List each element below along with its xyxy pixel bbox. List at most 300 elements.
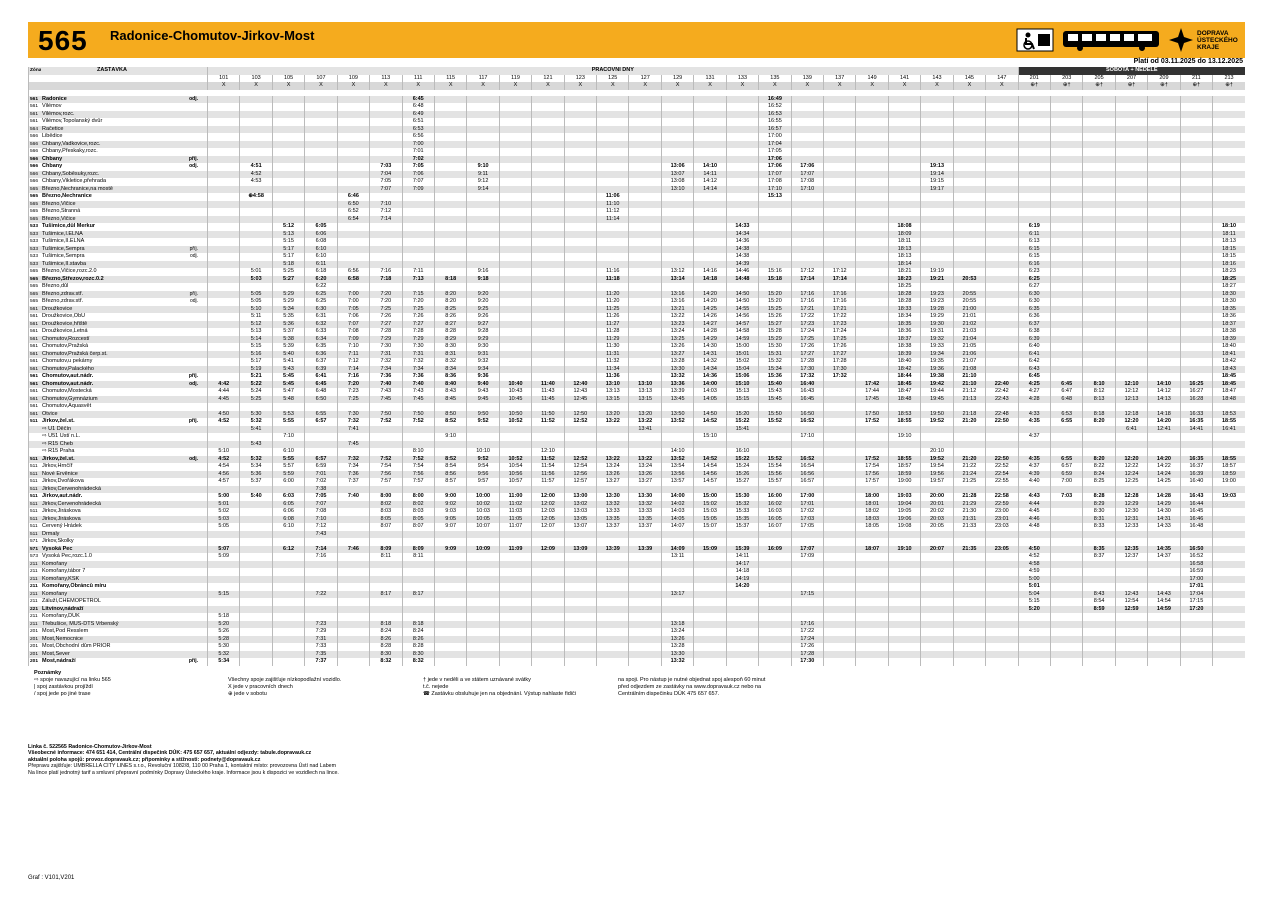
time-cell [208, 403, 240, 411]
time-cell: 18:40 [888, 358, 920, 366]
time-cell [1115, 613, 1147, 621]
time-cell: 13:30 [629, 493, 661, 501]
time-cell: 18:10 [1213, 223, 1245, 231]
time-cell: 12:25 [1115, 478, 1147, 486]
time-cell [1148, 111, 1180, 119]
time-cell [499, 643, 531, 651]
time-cell [1050, 231, 1082, 239]
time-cell [661, 531, 693, 539]
time-cell [824, 628, 856, 636]
time-cell [272, 576, 304, 584]
time-cell [856, 96, 888, 104]
table-row [29, 373, 1246, 381]
time-cell [272, 193, 304, 201]
time-cell [694, 208, 726, 216]
time-cell [726, 531, 758, 539]
time-cell [921, 96, 953, 104]
time-cell: 12:24 [1115, 471, 1147, 479]
stop-name: Březno,zdrav.stř. [41, 291, 183, 299]
time-cell [240, 208, 272, 216]
time-cell: 9:18 [467, 276, 499, 284]
time-cell: 5:22 [240, 381, 272, 389]
time-cell: 18:39 [888, 351, 920, 359]
time-cell [1213, 508, 1245, 516]
time-cell: 7:33 [305, 643, 337, 651]
time-cell [272, 531, 304, 539]
time-cell [791, 253, 823, 261]
time-cell: 7:36 [402, 373, 434, 381]
time-cell: 13:22 [597, 456, 629, 464]
time-cell [1180, 118, 1212, 126]
time-cell [240, 201, 272, 209]
time-cell [953, 156, 985, 164]
time-cell [272, 148, 304, 156]
time-cell: 9:30 [467, 343, 499, 351]
stop-name: Chomutov,Aquasvět [42, 403, 92, 409]
time-cell [1018, 103, 1050, 111]
time-cell: 17:22 [791, 313, 823, 321]
time-cell [240, 568, 272, 576]
time-cell [240, 261, 272, 269]
stop-zone: 565 [29, 276, 42, 284]
stop-name: Drmaly [41, 531, 183, 539]
stop-zone: 211 [29, 576, 42, 584]
stop-name: Březno,Nechranice,na mostě [41, 186, 183, 194]
time-cell [240, 628, 272, 636]
stop-name: Jirkov,Hrnčíř [42, 463, 73, 469]
time-cell [532, 111, 564, 119]
time-cell: 8:07 [370, 523, 402, 531]
time-cell [337, 651, 369, 659]
table-row [29, 313, 1246, 321]
time-cell [824, 621, 856, 629]
time-cell: 7:15 [402, 291, 434, 299]
time-cell [208, 223, 240, 231]
time-cell [888, 583, 920, 591]
time-cell: 14:48 [726, 276, 758, 284]
time-cell [986, 658, 1018, 666]
time-cell [888, 606, 920, 614]
time-cell [986, 276, 1018, 284]
time-cell [370, 111, 402, 119]
time-cell [1050, 148, 1082, 156]
time-cell: 14:20 [694, 291, 726, 299]
time-cell [1148, 636, 1180, 644]
time-cell [272, 216, 304, 224]
time-cell [888, 216, 920, 224]
time-cell [434, 223, 466, 231]
stop-zone: 211 [29, 583, 42, 591]
time-cell: 17:10 [791, 433, 823, 441]
time-cell [564, 628, 596, 636]
time-cell: 8:50 [434, 411, 466, 419]
table-row [29, 411, 1246, 419]
time-cell [434, 238, 466, 246]
time-cell: 17:52 [856, 456, 888, 464]
stop-name: Droužkovice [41, 306, 183, 314]
time-cell [661, 253, 693, 261]
table-row [29, 606, 1246, 614]
stop-zone: 511 [29, 531, 42, 539]
time-cell [661, 283, 693, 291]
spacer [199, 82, 208, 90]
time-cell [661, 606, 693, 614]
time-cell [564, 576, 596, 584]
time-cell: 7:22 [305, 591, 337, 599]
time-cell: 13:50 [661, 411, 693, 419]
time-cell [953, 171, 985, 179]
time-cell: 16:52 [791, 418, 823, 426]
time-cell [402, 538, 434, 546]
time-cell: 17:14 [791, 276, 823, 284]
time-cell [434, 553, 466, 561]
time-cell: 18:57 [888, 463, 920, 471]
time-cell [921, 253, 953, 261]
time-cell: 8:43 [434, 388, 466, 396]
time-cell: ⊕4:58 [240, 193, 272, 201]
time-cell [629, 111, 661, 119]
time-cell [953, 148, 985, 156]
time-cell [1213, 628, 1245, 636]
time-cell [986, 246, 1018, 254]
time-cell: 7:45 [337, 441, 369, 449]
direction-line [199, 276, 208, 284]
time-cell: 19:36 [921, 366, 953, 374]
time-cell [726, 606, 758, 614]
time-cell [856, 433, 888, 441]
time-cell: 13:35 [597, 516, 629, 524]
time-cell [1148, 201, 1180, 209]
stop-name: Jirkov,Červenohrádecká [41, 501, 183, 509]
time-cell: 19:08 [888, 523, 920, 531]
time-cell [888, 643, 920, 651]
time-cell [1180, 223, 1212, 231]
time-cell: 18:23 [888, 276, 920, 284]
stop-zone: 211 [29, 613, 42, 621]
direction-line [199, 96, 208, 104]
time-cell: 5:41 [240, 426, 272, 434]
time-cell [1018, 133, 1050, 141]
direction-line [199, 186, 208, 194]
time-cell [986, 486, 1018, 494]
time-cell [953, 448, 985, 456]
time-cell [888, 156, 920, 164]
time-cell: 18:33 [888, 306, 920, 314]
stop-zone: 573 [29, 553, 42, 561]
time-cell [694, 126, 726, 134]
time-cell: 18:13 [1213, 238, 1245, 246]
time-cell: 13:57 [661, 478, 693, 486]
spacer [41, 82, 183, 90]
time-cell [240, 546, 272, 554]
time-cell [467, 223, 499, 231]
stop-zone: 211 [29, 591, 42, 599]
time-cell: 14:14 [694, 186, 726, 194]
time-cell [467, 118, 499, 126]
time-cell [1083, 126, 1115, 134]
trip-number: 141 [888, 75, 920, 83]
time-cell [1115, 193, 1147, 201]
time-cell: 9:11 [467, 171, 499, 179]
time-cell: 8:18 [402, 621, 434, 629]
time-cell [532, 441, 564, 449]
time-cell [986, 403, 1018, 411]
time-cell [629, 336, 661, 344]
time-cell [986, 606, 1018, 614]
time-cell: 9:29 [467, 336, 499, 344]
time-cell [499, 651, 531, 659]
time-cell [694, 538, 726, 546]
day-mark: X [759, 82, 791, 90]
time-cell [564, 283, 596, 291]
time-cell [856, 276, 888, 284]
time-cell: 13:27 [629, 478, 661, 486]
table-row [29, 658, 1246, 666]
time-cell: 12:09 [532, 546, 564, 554]
time-cell [953, 658, 985, 666]
time-cell [434, 628, 466, 636]
time-cell [791, 133, 823, 141]
time-cell: 14:28 [1148, 493, 1180, 501]
time-cell [337, 561, 369, 569]
spacer [199, 75, 208, 83]
direction-line [199, 193, 208, 201]
time-cell: 7:35 [305, 651, 337, 659]
time-cell [759, 636, 791, 644]
stop-zone: 533 [29, 261, 42, 269]
table-row [29, 111, 1246, 119]
time-cell [305, 178, 337, 186]
spacer [199, 67, 208, 75]
time-cell [856, 148, 888, 156]
time-cell [1083, 276, 1115, 284]
trip-number: 149 [856, 75, 888, 83]
time-cell: 5:19 [240, 366, 272, 374]
time-cell [1213, 403, 1245, 411]
time-cell [824, 253, 856, 261]
time-cell: 6:56 [402, 133, 434, 141]
time-cell [402, 216, 434, 224]
time-cell [694, 441, 726, 449]
time-cell: 7:02 [402, 156, 434, 164]
time-cell [1148, 576, 1180, 584]
time-cell [986, 133, 1018, 141]
time-cell: 4:33 [1018, 411, 1050, 419]
arr-dep-mark [183, 141, 199, 149]
time-cell [986, 148, 1018, 156]
time-cell: 18:13 [888, 246, 920, 254]
stop-zone: 533 [29, 231, 42, 239]
time-cell: 9:40 [467, 381, 499, 389]
time-cell [402, 261, 434, 269]
time-cell: 18:11 [888, 238, 920, 246]
time-cell [499, 201, 531, 209]
time-cell [921, 613, 953, 621]
stop-name: Nové Ervěnice [41, 471, 183, 479]
arr-dep-mark [183, 553, 199, 561]
time-cell [532, 553, 564, 561]
time-cell: 17:23 [824, 321, 856, 329]
table-row [29, 553, 1246, 561]
time-cell [499, 636, 531, 644]
table-row [29, 561, 1246, 569]
time-cell: 5:24 [240, 388, 272, 396]
time-cell: 12:59 [1115, 606, 1147, 614]
time-cell: 11:29 [597, 336, 629, 344]
time-cell: 9:52 [467, 456, 499, 464]
time-cell [1115, 486, 1147, 494]
time-cell [921, 133, 953, 141]
time-cell [305, 193, 337, 201]
time-cell: 17:25 [824, 336, 856, 344]
time-cell [1050, 658, 1082, 666]
arr-dep-mark [183, 613, 199, 621]
time-cell [824, 606, 856, 614]
time-cell: 18:41 [1213, 351, 1245, 359]
time-cell: 4:42 [208, 381, 240, 389]
time-cell [661, 598, 693, 606]
time-cell [564, 643, 596, 651]
time-cell [1180, 156, 1212, 164]
stop-zone: 201 [29, 643, 42, 651]
time-cell [791, 141, 823, 149]
time-cell [272, 583, 304, 591]
time-cell [532, 141, 564, 149]
time-cell [240, 283, 272, 291]
stop-zone: 561 [29, 403, 42, 411]
time-cell [1180, 441, 1212, 449]
time-cell [1115, 343, 1147, 351]
time-cell [1180, 178, 1212, 186]
time-cell: 5:32 [208, 651, 240, 659]
arr-dep-mark: příj. [188, 658, 198, 664]
time-cell [726, 591, 758, 599]
time-cell [402, 583, 434, 591]
time-cell [1050, 553, 1082, 561]
time-cell [532, 613, 564, 621]
stop-name: Vysoká Pec [41, 546, 183, 554]
time-cell [1018, 448, 1050, 456]
time-cell: 17:27 [791, 351, 823, 359]
time-cell: 11:03 [499, 508, 531, 516]
time-cell: 8:24 [402, 628, 434, 636]
time-cell [629, 531, 661, 539]
time-cell [986, 576, 1018, 584]
time-cell [1148, 613, 1180, 621]
time-cell: 20:55 [953, 291, 985, 299]
time-cell [694, 156, 726, 164]
time-cell [661, 141, 693, 149]
time-cell: 11:50 [532, 411, 564, 419]
table-row [29, 403, 1246, 411]
time-cell [370, 246, 402, 254]
time-cell [208, 426, 240, 434]
time-cell [597, 246, 629, 254]
table-row [29, 516, 1246, 524]
time-cell [1050, 598, 1082, 606]
time-cell [564, 238, 596, 246]
time-cell: 18:55 [1213, 418, 1245, 426]
time-cell [824, 448, 856, 456]
time-cell [888, 621, 920, 629]
trip-number: 135 [759, 75, 791, 83]
time-cell [337, 238, 369, 246]
time-cell [597, 178, 629, 186]
time-cell: 7:14 [370, 216, 402, 224]
time-cell [499, 306, 531, 314]
time-cell [370, 96, 402, 104]
time-cell: 16:00 [759, 493, 791, 501]
time-cell [305, 201, 337, 209]
time-cell [1180, 366, 1212, 374]
time-cell: 19:00 [888, 478, 920, 486]
time-cell [629, 658, 661, 666]
time-cell: 19:21 [921, 276, 953, 284]
time-cell [1115, 276, 1147, 284]
time-cell [1180, 141, 1212, 149]
time-cell [921, 223, 953, 231]
time-cell [791, 261, 823, 269]
time-cell: 13:24 [661, 328, 693, 336]
time-cell: 15:00 [726, 343, 758, 351]
direction-line [199, 321, 208, 329]
direction-line [199, 156, 208, 164]
time-cell [759, 576, 791, 584]
time-cell: 16:40 [791, 381, 823, 389]
time-cell [467, 486, 499, 494]
time-cell [240, 186, 272, 194]
time-cell [1083, 193, 1115, 201]
time-cell: 14:50 [726, 298, 758, 306]
time-cell: 21:05 [953, 343, 985, 351]
time-cell [272, 568, 304, 576]
stop-name: Chomutov,Palackého [41, 366, 183, 374]
time-cell: 14:33 [1148, 523, 1180, 531]
time-cell: 19:00 [1213, 478, 1245, 486]
time-cell [564, 201, 596, 209]
time-cell [532, 96, 564, 104]
time-cell [1180, 103, 1212, 111]
time-cell [1180, 163, 1212, 171]
stop-zone: 533 [29, 238, 42, 246]
direction-line [199, 598, 208, 606]
time-cell [532, 433, 564, 441]
time-cell: 17:50 [856, 411, 888, 419]
time-cell: 13:07 [564, 523, 596, 531]
arr-dep-mark [183, 448, 199, 456]
time-cell [791, 583, 823, 591]
time-cell [824, 388, 856, 396]
time-cell [986, 261, 1018, 269]
time-cell [564, 583, 596, 591]
time-cell [1115, 636, 1147, 644]
time-cell [791, 448, 823, 456]
day-mark: X [499, 82, 531, 90]
time-cell [921, 553, 953, 561]
time-cell [856, 426, 888, 434]
time-cell [1083, 403, 1115, 411]
time-cell: 15:18 [759, 276, 791, 284]
time-cell [532, 298, 564, 306]
time-cell [759, 448, 791, 456]
time-cell [856, 531, 888, 539]
time-cell [532, 186, 564, 194]
table-row [29, 598, 1246, 606]
time-cell [1018, 531, 1050, 539]
time-cell: 13:25 [661, 336, 693, 344]
stop-zone: 511 [29, 478, 42, 486]
time-cell: 7:32 [337, 456, 369, 464]
